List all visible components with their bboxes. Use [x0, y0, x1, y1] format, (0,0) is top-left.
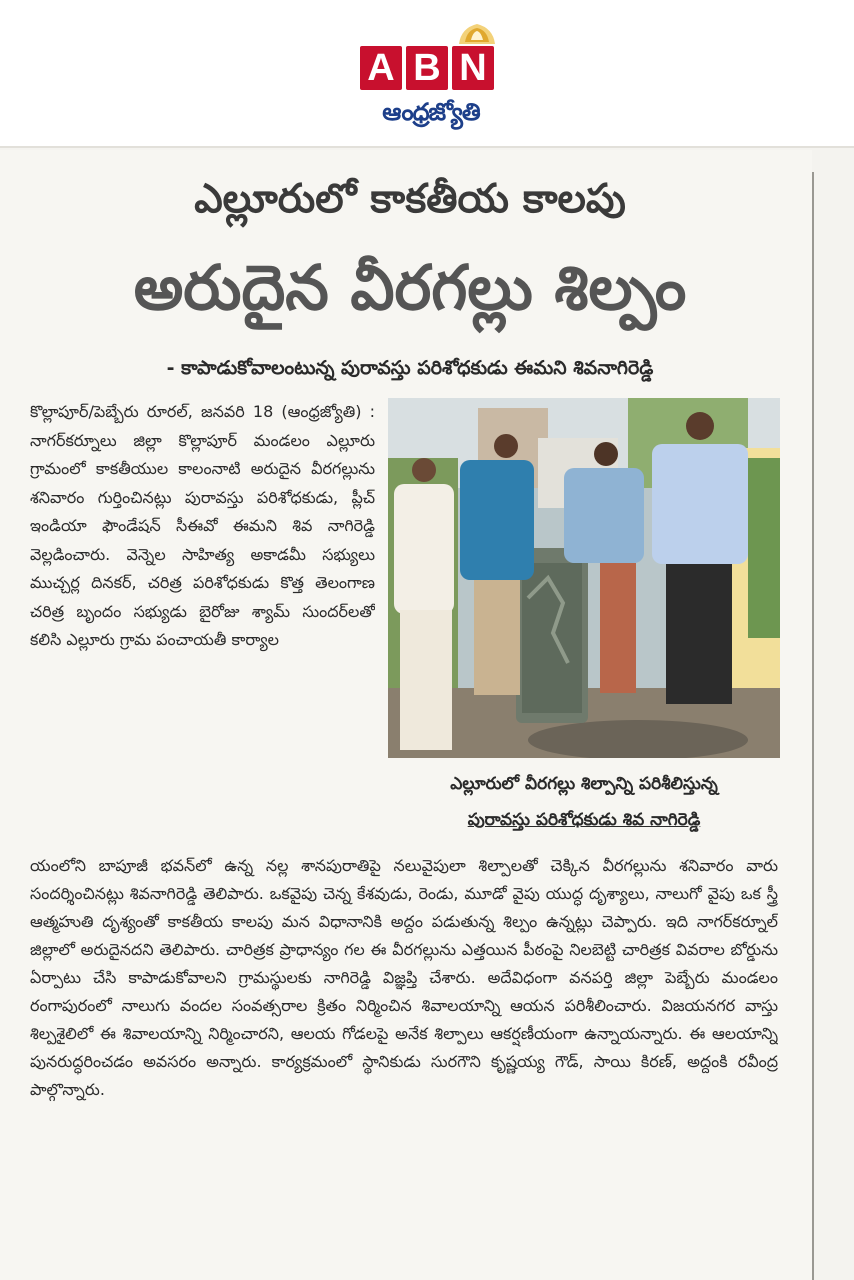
article-headline: అరుదైన వీరగల్లు శిల్పం [133, 251, 687, 324]
logo-letter-a: A [360, 46, 402, 90]
article-kicker: ఎల్లూరులో కాకతీయ కాలపు [194, 176, 626, 222]
masthead [0, 0, 854, 148]
logo-letter-n: N [452, 46, 494, 90]
photo-caption [388, 766, 780, 842]
flame-logo-icon [455, 18, 499, 46]
column-divider [812, 172, 814, 1280]
news-photo [388, 398, 780, 758]
photo-caption-line-1: ఎల్లూరులో వీరగల్లు శిల్పాన్ని పరిశీలిస్తున్న [450, 774, 718, 794]
logo-letter-b: B [406, 46, 448, 90]
photo-caption-line-2: పురావస్తు పరిశోధకుడు శివ నాగిరెడ్డి [467, 810, 701, 830]
article-body-text: యంలోని బాపూజీ భవన్‌లో ఉన్న నల్ల శానపురాతిపై నలువైపులా శిల్పాలతో చెక్కిన వీరగల్లును శనివారం వారు సందర్శించినట్లు శివనాగిరెడ్డి తెలిపారు. ఒకవైపు చెన్న కేశవుడు, రెండు, మూడో వైపు యుద్ధ దృశ్యాలు, నాలుగో వైపు ఒక స్త్రీ ఆత్మహుతి దృశ్యంతో కాకతీయ కాలపు మన విధానానికి అద్దం పడుతున్న శిల్పం ఉన్నట్లు చెప్పారు. ఇది నాగర్‌కర్నూల్ జిల్లాలో అరుదైనదని తెలిపారు. చారిత్రక ప్రాధాన్యం గల ఈ వీరగల్లును ఎత్తయిన పీఠంపై నిలబెట్టి చారిత్రక వివరాల బోర్డును ఏర్పాటు చేసి కాపాడుకోవాలని గ్రామస్థులకు నాగిరెడ్డి విజ్ఞప్తి చేశారు. అదేవిధంగా వనపర్తి జిల్లా పెబ్బేరు మండలం రంగాపురంలో నాలుగు వందల సంవత్సరాల క్రితం నిర్మించిన శివాలయాన్ని ఆయన పరిశీలించారు. విజయనగర వాస్తు శిల్పశైలిలో ఈ శివాలయాన్ని నిర్మించారని, ఆలయ గోడలపై అనేక శిల్పాలు ఆకర్షణీయంగా ఉన్నాయన్నారు. ఈ ఆలయాన్ని పునరుద్ధరించడం అవసరం అన్నారు. కార్యక్రమంలో స్థానికుడు సురగౌని కృష్ణయ్య గౌడ్, సాయి కిరణ్, అద్దంకి రవీంద్ర పాల్గొన్నారు. [30, 856, 778, 1099]
sub-brand-logo: ఆంధ్రజ్యోతి [382, 98, 480, 126]
article-column-text: కొల్లాపూర్/పెబ్బేరు రూరల్, జనవరి 18 (ఆంధ్రజ్యోతి) : నాగర్‌కర్నూలు జిల్లా కొల్లాపూర్ మండలం ఎల్లూరు గ్రామంలో కాకతీయుల కాలంనాటి అరుదైన వీరగల్లును శనివారం గుర్తించినట్లు పురావస్తు పరిశోధకుడు, ప్లీచ్ ఇండియా ఫౌండేషన్ సీఈవో ఈమని శివ నాగిరెడ్డి వెల్లడించారు. వెన్నెల సాహిత్య అకాడమీ సభ్యులు ముచ్చర్ల దినకర్, చరిత్ర పరిశోధకుడు కొత్త తెలంగాణ చరిత్ర బృందం సభ్యుడు బైరోజు శ్యామ్ సుందర్‌లతో కలిసి ఎల్లూరు గ్రామ పంచాయతీ కార్యాల [30, 402, 375, 649]
article-subhead: - కాపాడుకోవాలంటున్న పురావస్తు పరిశోధకుడు ఈమని శివనాగిరెడ్డి [166, 357, 654, 379]
